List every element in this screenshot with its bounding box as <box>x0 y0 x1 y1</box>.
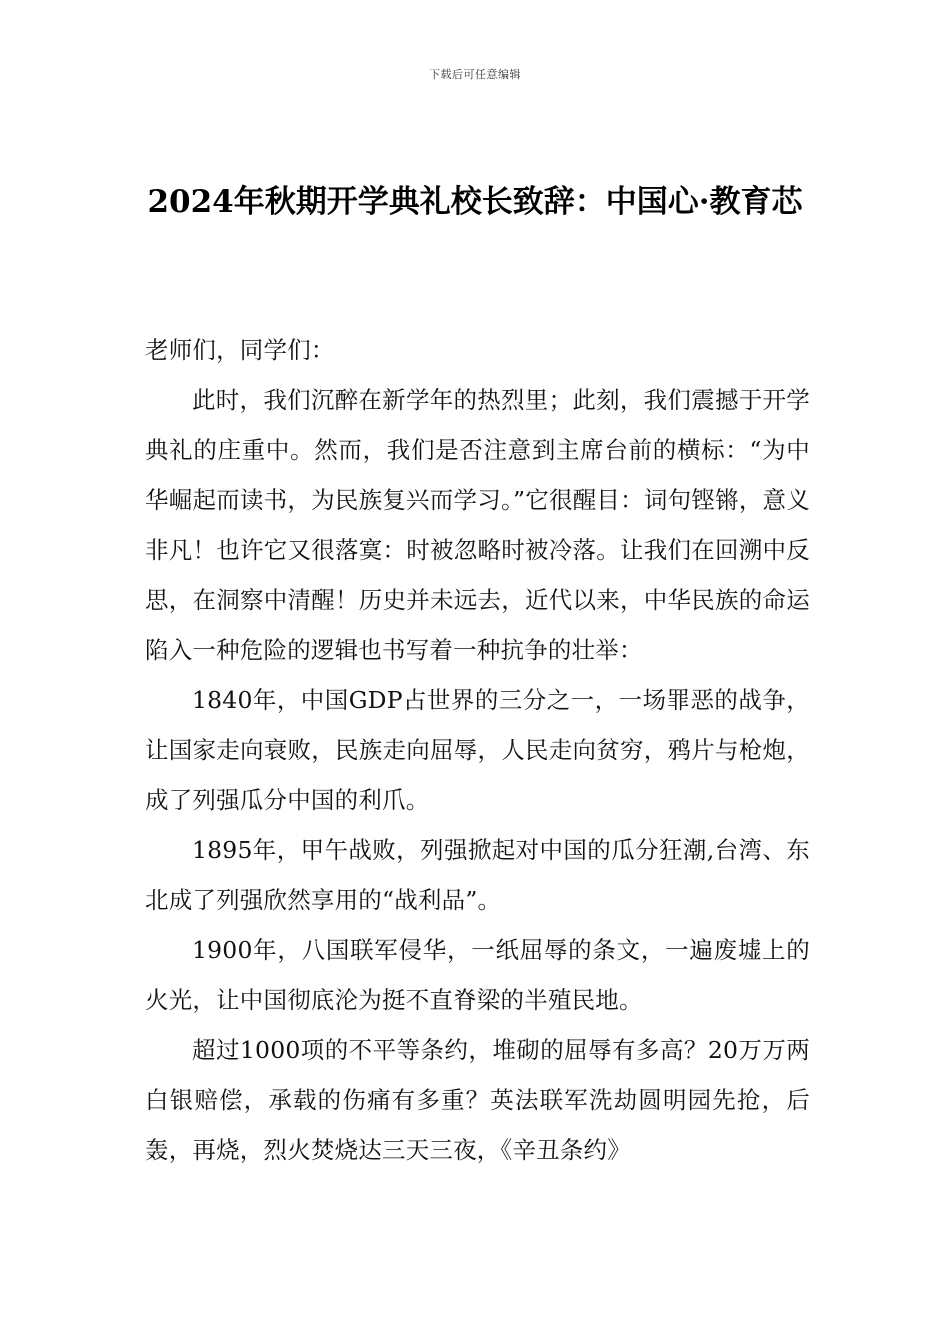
paragraph: 1895年，甲午战败，列强掀起对中国的瓜分狂潮,台湾、东北成了列强欣然享用的“战利品”。 <box>145 836 810 914</box>
paragraph: 超过1000项的不平等条约，堆砌的屈辱有多高？20万万两白银赔偿，承载的伤痛有多重？英法联军洗劫圆明园先抢，后轰，再烧，烈火焚烧达三天三夜，《辛丑条约》 <box>145 1036 810 1164</box>
header-note: 下载后可任意编辑 <box>429 68 521 81</box>
paragraph: 此时，我们沉醉在新学年的热烈里；此刻，我们震撼于开学典礼的庄重中。然而，我们是否注意到主席台前的横标：“为中华崛起而读书，为民族复兴而学习。”它很醒目：词句铿锵，意义非凡！也许它又很落寞：时被忽略时被冷落。让我们在回溯中反思，在洞察中清醒！历史并未远去，近代以来，中华民族的命运陷入一种危险的逻辑也书写着一种抗争的壮举： <box>145 386 810 664</box>
document-body <box>145 325 810 1175</box>
document-title: 2024年秋期开学典礼校长致辞：中国心·教育芯 <box>147 184 803 220</box>
paragraph: 1900年，八国联军侵华，一纸屈辱的条文，一遍废墟上的火光，让中国彻底沦为挺不直脊梁的半殖民地。 <box>145 936 810 1014</box>
salutation: 老师们，同学们： <box>145 336 335 364</box>
paragraph: 1840年，中国GDP占世界的三分之一，一场罪恶的战争，让国家走向衰败，民族走向屈辱，人民走向贫穷，鸦片与枪炮，成了列强瓜分中国的利爪。 <box>145 686 810 814</box>
